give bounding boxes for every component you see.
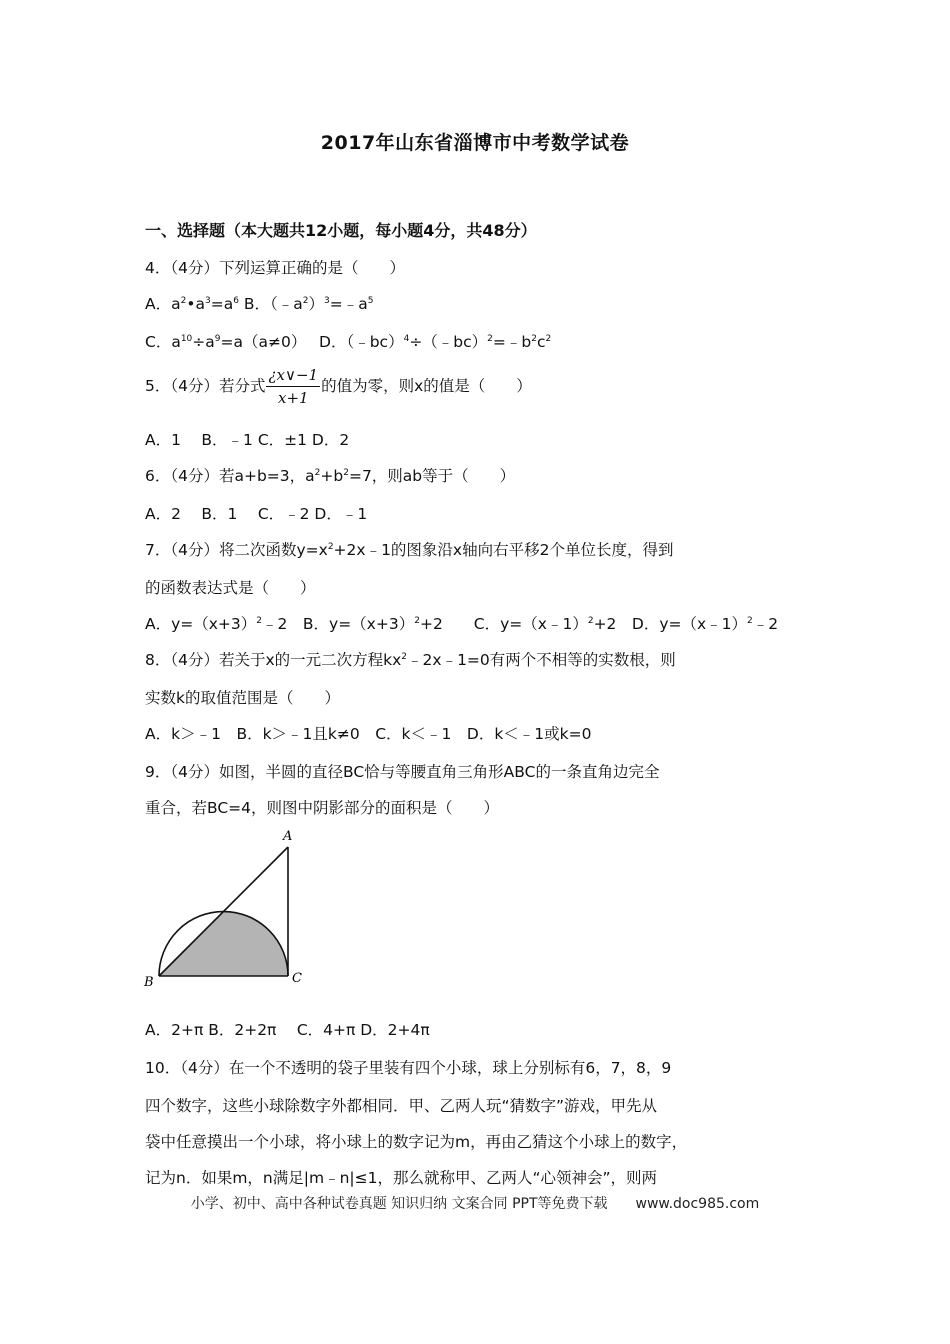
q5-fraction <box>266 366 320 407</box>
q4-stem: 4．（4分）下列运算正确的是（ ） <box>145 259 405 277</box>
q9-options: A．2+π B．2+2π C．4+π D．2+4π <box>145 1021 430 1039</box>
q4-options-ab: A．$a^2•a^3=a^6$ B．$(﹣a^2)^3=﹣a^5$ <box>145 295 374 313</box>
q5-stem: 5．（4分）若分式 $\frac{¿x\vee-1}{x+1}$ 的值为零，则x的值是（ ） <box>145 366 532 407</box>
q10-stem-line2: 四个数字，这些小球除数字外都相同．甲、乙两人玩“猜数字”游戏，甲先从 <box>145 1097 658 1115</box>
label-b: B <box>144 975 154 990</box>
q10-stem-line4: 记为n．如果m，n满足|m﹣n|≤1，那么就称甲、乙两人“心领神会”，则两 <box>145 1169 658 1187</box>
q10-stem-line3: 袋中任意摸出一个小球，将小球上的数字记为m，再由乙猜这个小球上的数字， <box>145 1133 688 1151</box>
label-c: C <box>292 971 302 986</box>
q9-stem: 9．（4分）如图，半圆的直径BC恰与等腰直角三角形ABC的一条直角边完全 <box>145 763 660 781</box>
q5-denominator: x+1 <box>277 389 309 407</box>
q7-stem-line2: 的函数表达式是（ ） <box>145 579 316 597</box>
section-heading: 一、选择题（本大题共12小题，每小题4分，共48分） <box>145 221 537 240</box>
q8-stem-line2: 实数k的取值范围是（ ） <box>145 689 340 707</box>
q6-stem: 6．（4分）若a+b=3，$a^2+b^2=7$，则ab等于（ ） <box>145 467 516 485</box>
page-footer: 小学、初中、高中各种试卷真题 知识归纳 文案合同 PPT等免费下载 www.doc985.com <box>190 1196 760 1212</box>
q7-options: A．$y=(x+3)^2﹣2$ B．$y=(x+3)^2+2$ C．y=（x﹣1）$^2$+2 D．y=（x﹣1）$^2$﹣2 <box>145 615 779 633</box>
page-title: 2017年山东省淄博市中考数学试卷 <box>320 132 630 154</box>
semicircle-triangle-figure <box>142 826 312 996</box>
q4-options-cd: C．$a^{10}\div a^9=a(a\ne 0)$ D．$(﹣bc)^4\div(﹣bc)^2=﹣b^2c^2$ <box>145 333 552 351</box>
q8-stem: 8．（4分）若关于x的一元二次方程$kx^2﹣2x﹣1=0$有两个不相等的实数根，则 <box>145 651 676 669</box>
q10-stem: 10．（4分）在一个不透明的袋子里装有四个小球，球上分别标有6，7，8，9 <box>145 1059 672 1077</box>
q9-stem-line2: 重合，若BC=4，则图中阴影部分的面积是（ ） <box>145 799 500 817</box>
label-a: A <box>283 829 293 844</box>
shaded-region <box>159 912 288 977</box>
q8-options: A．k＞﹣1 B．k＞﹣1且k≠0 C．k＜﹣1 D．k＜﹣1或k=0 <box>145 725 592 743</box>
q5-numerator: ¿x∨−1 <box>266 366 320 387</box>
q6-options: A．2 B．1 C．﹣2 D．﹣1 <box>145 505 368 523</box>
q5-options: A．1 B．﹣1 C．±1 D．2 <box>145 431 350 449</box>
q7-stem: 7．（4分）将二次函数$y=x^2+2x﹣1$的图象沿x轴向右平移2个单位长度，得到 <box>145 541 674 559</box>
